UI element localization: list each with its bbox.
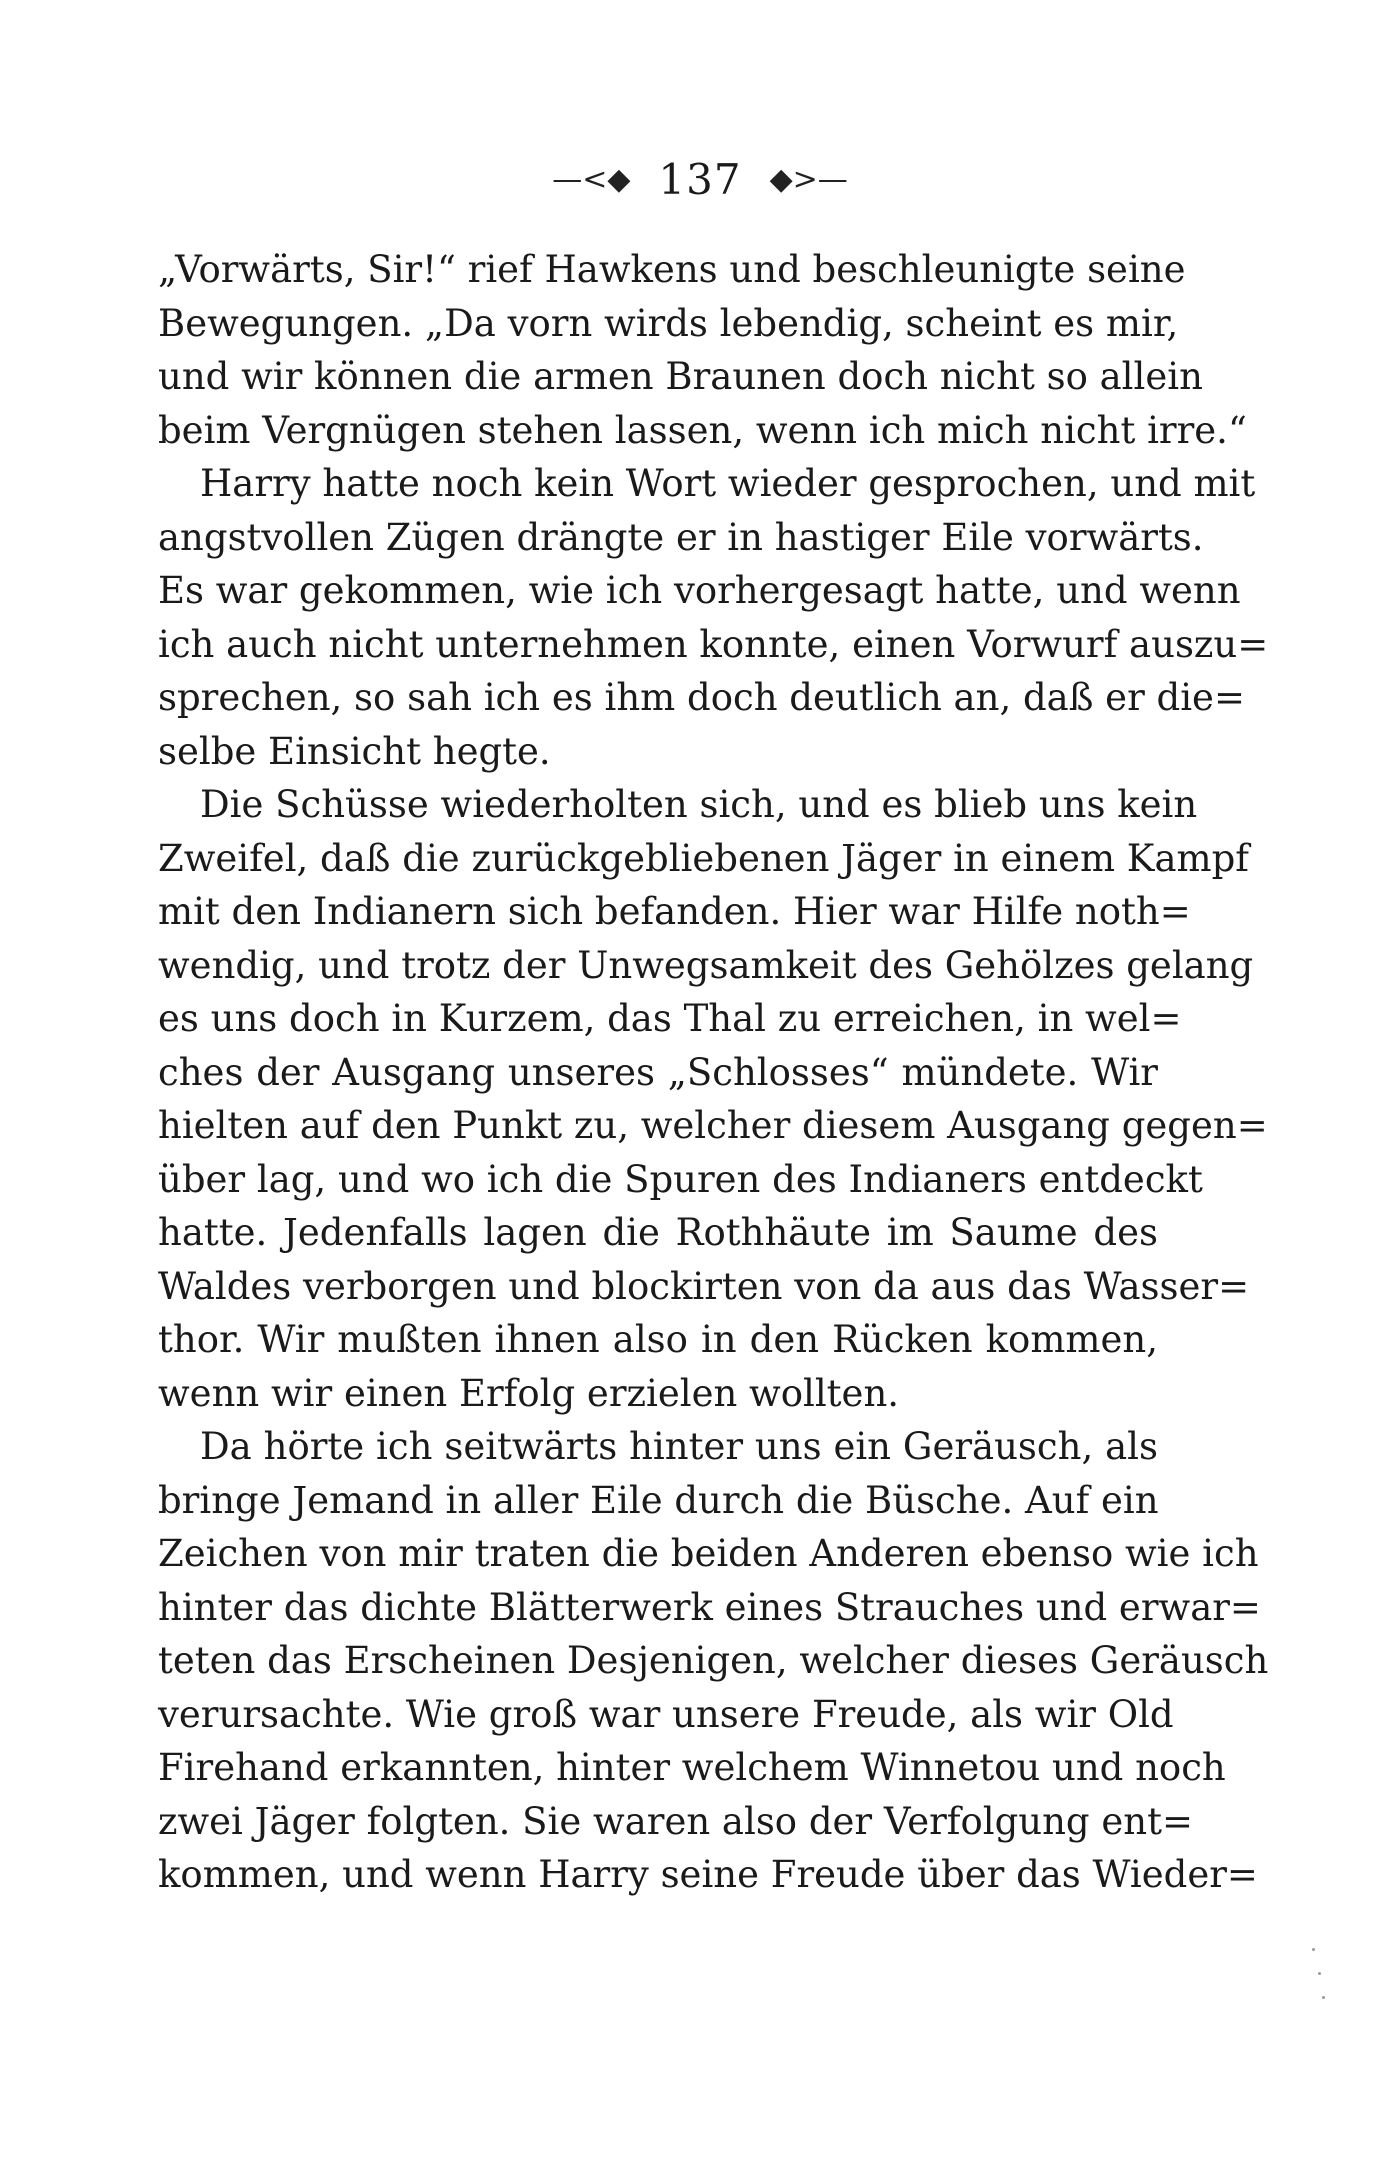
- text-line: Waldes verborgen und blockirten von da aus das Wasser=: [158, 1264, 1250, 1308]
- text-line: ches der Ausgang unseres „Schlosses“ mündete. Wir: [158, 1050, 1158, 1094]
- text-line: und wir können die armen Braunen doch nicht so allein: [158, 355, 1203, 398]
- ornament-left-icon: —<◆: [552, 162, 631, 197]
- text-line: zwei Jäger folgten. Sie waren also der Verfolgung ent=: [158, 1799, 1193, 1843]
- paper-speck: [1322, 1996, 1325, 1999]
- text-line: Harry hatte noch kein Wort wieder gesprochen, und mit: [200, 462, 1256, 505]
- text-line: wenn wir einen Erfolg erzielen wollten.: [158, 1371, 900, 1415]
- text-line: Zweifel, daß die zurückgebliebenen Jäger in einem Kampf: [158, 836, 1249, 880]
- text-line: teten das Erscheinen Desjenigen, welcher dieses Geräusch: [158, 1639, 1269, 1682]
- text-line: bringe Jemand in aller Eile durch die Büsche. Auf ein: [158, 1478, 1159, 1522]
- text-line: über lag, und wo ich die Spuren des Indianers entdeckt: [158, 1157, 1203, 1201]
- text-line: hinter das dichte Blätterwerk eines Strauches und erwar=: [158, 1585, 1261, 1629]
- text-line: beim Vergnügen stehen lassen, wenn ich mich nicht irre.“: [158, 408, 1247, 452]
- text-line: Da hörte ich seitwärts hinter uns ein Geräusch, als: [200, 1425, 1158, 1468]
- text-line: Es war gekommen, wie ich vorhergesagt hatte, und wenn: [158, 569, 1241, 612]
- text-line: thor. Wir mußten ihnen also in den Rücken kommen,: [158, 1318, 1158, 1361]
- text-line: „Vorwärts, Sir!“ rief Hawkens und beschleunigte seine: [158, 248, 1186, 291]
- ornament-right-icon: ◆>—: [769, 162, 848, 197]
- text-line: es uns doch in Kurzem, das Thal zu erreichen, in wel=: [158, 997, 1182, 1040]
- paper-speck: [1318, 1972, 1321, 1975]
- text-line: wendig, und trotz der Unwegsamkeit des Gehölzes gelang: [158, 943, 1254, 987]
- body-text: [158, 243, 1269, 1902]
- text-line: Bewegungen. „Da vorn wirds lebendig, scheint es mir,: [158, 301, 1179, 345]
- paper-speck: [1312, 1948, 1315, 1951]
- page-header: [0, 150, 1400, 210]
- page-number: 137: [658, 155, 742, 204]
- text-line: Die Schüsse wiederholten sich, und es blieb uns kein: [200, 783, 1198, 826]
- text-line: kommen, und wenn Harry seine Freude über das Wieder=: [158, 1853, 1258, 1896]
- text-line: ich auch nicht unternehmen konnte, einen Vorwurf auszu=: [158, 622, 1269, 666]
- text-line: mit den Indianern sich befanden. Hier war Hilfe noth=: [158, 890, 1191, 933]
- text-line: verursachte. Wie groß war unsere Freude, als wir Old: [158, 1692, 1174, 1736]
- text-line: angstvollen Zügen drängte er in hastiger Eile vorwärts.: [158, 515, 1204, 559]
- text-line: selbe Einsicht hegte.: [158, 729, 551, 773]
- text-line: hielten auf den Punkt zu, welcher diesem Ausgang gegen=: [158, 1104, 1268, 1147]
- text-line: sprechen, so sah ich es ihm doch deutlich an, daß er die=: [158, 676, 1245, 719]
- text-line: Zeichen von mir traten die beiden Anderen ebenso wie ich: [158, 1532, 1259, 1575]
- text-line: hatte. Jedenfalls lagen die Rothhäute im Saume des: [158, 1211, 1158, 1254]
- text-line: Firehand erkannten, hinter welchem Winnetou und noch: [158, 1746, 1226, 1789]
